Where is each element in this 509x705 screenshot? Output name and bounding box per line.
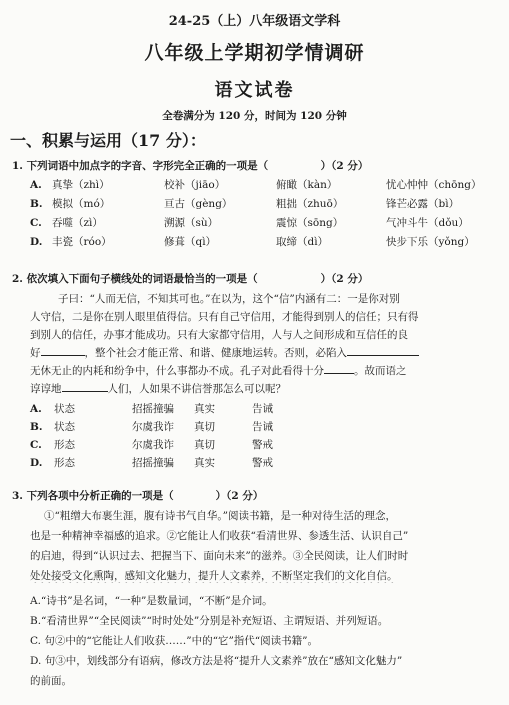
q2-passage-line: 到别人的信任，办事才能成功。只有大家都守信用，人与人之间形成和互信任的良 — [30, 329, 408, 341]
question-2-stem: 2. 依次填入下面句子横线处的词语最恰当的一项是（ ）（2 分） — [12, 273, 369, 285]
option-word: 校补（jiāo） — [164, 179, 226, 191]
question-1-stem: 1. 下列词语中加点字的字音、字形完全正确的一项是（ ）（2 分） — [12, 160, 369, 172]
q2-passage-line: 人守信，二是你在别人眼里值得信。只有自己守信用，才能得到别人的信任；只有得 — [30, 311, 419, 323]
option-word: 丰瓷（róo） — [52, 236, 112, 248]
q2-option-c — [30, 437, 312, 452]
option-word: 真挚（zhì） — [52, 179, 110, 191]
option-word: 尔虞我诈 — [132, 421, 174, 433]
option-word: 模拟（mó） — [52, 198, 111, 210]
option-word: 尔虞我诈 — [132, 439, 174, 451]
q3-passage-line: 的启迪，得到“认识过去、把握当下、面向未来”的滋养。③全民阅读，让人们时时 — [30, 550, 409, 562]
option-letter: B. — [30, 421, 43, 433]
q3-option-d: D. 句③中，划线部分有语病，修改方法是将“提升人文素养”放在“感知文化魅力” — [30, 655, 403, 667]
q1-option-d — [30, 234, 500, 249]
option-word: 快步下乐（yǒng） — [386, 236, 475, 248]
option-word: 震惊（sōng） — [276, 217, 344, 229]
option-word: 取缔（dì） — [276, 236, 329, 248]
answer-blank[interactable] — [347, 345, 419, 356]
option-word: 气冲斗牛（dǒu） — [386, 217, 469, 229]
passage-text: ，整个社会才能正常、和谐、健康地运转。否则，必陷入 — [84, 347, 347, 359]
exam-header-line: 24-25（上）八年级语文学科 — [168, 14, 341, 29]
q3-option-b: B.“看清世界”“全民阅读”“时时处处”分别是补充短语、主谓短语、并列短语。 — [30, 615, 389, 627]
option-word: 粗拙（zhuō） — [276, 198, 344, 210]
option-word: 告诫 — [252, 421, 273, 433]
exam-title: 八年级上学期初学情调研 — [144, 42, 365, 64]
option-word: 形态 — [54, 439, 75, 451]
q3-passage-line: 也是一种精神幸福感的追求。②它能让人们收获“看清世界、参透生活、认识自己” — [30, 530, 409, 542]
option-letter: A. — [30, 403, 42, 415]
option-word: 招摇撞骗 — [132, 403, 174, 415]
option-word: 告诫 — [252, 403, 273, 415]
q2-passage-line: 子曰：“人而无信，不知其可也。”在以为，这个“信”内涵有二：一是你对别 — [58, 293, 400, 305]
option-word: 真切 — [194, 421, 215, 433]
passage-text: 谆谆地 — [30, 383, 62, 395]
answer-blank[interactable] — [41, 345, 85, 356]
option-word: 忧心忡忡（chōng） — [386, 179, 482, 191]
q2-passage-line — [30, 381, 495, 396]
option-word: 警戒 — [252, 439, 273, 451]
passage-text: 无休无止的内耗和纷争中，什么事都办不成。孔子对此看得十分 — [30, 365, 324, 377]
option-word: 状态 — [54, 421, 75, 433]
q1-option-c — [30, 215, 500, 230]
option-word: 真实 — [194, 403, 215, 415]
q3-option-c: C. 句②中的“它能让人们收获……”中的“它”指代“阅读书籍”。 — [30, 635, 319, 647]
section-title: 一、积累与运用（17 分）： — [10, 131, 206, 150]
q2-passage-line — [30, 363, 495, 378]
q3-passage-line: ①“粗缯大布裹生涯，腹有诗书气自华。”阅读书籍，是一种对待生活的理念， — [44, 510, 396, 522]
option-word: 锋芒必露（bì） — [386, 198, 460, 210]
q1-option-a — [30, 177, 500, 192]
option-word: 招摇撞骗 — [132, 457, 174, 469]
option-word: 真实 — [194, 457, 215, 469]
option-letter: D. — [30, 236, 43, 248]
option-word: 真切 — [194, 439, 215, 451]
option-word: 俯瞰（kàn） — [276, 179, 338, 191]
question-3-stem: 3. 下列各项中分析正确的一项是（ ）（2 分） — [12, 490, 264, 502]
q1-option-b — [30, 196, 500, 211]
option-word: 溯源（sù） — [164, 217, 219, 229]
q3-option-d-continued: 的前面。 — [30, 675, 72, 687]
q2-option-b — [30, 419, 312, 434]
option-letter: C. — [30, 217, 42, 229]
q2-passage-line — [30, 345, 495, 360]
q3-passage-line: 处处接受文化熏陶，感知文化魅力，提升人文素养，不断坚定我们的文化自信。 — [30, 570, 398, 582]
exam-subtitle: 语文试卷 — [214, 80, 295, 101]
passage-text: 好 — [30, 347, 41, 359]
q2-option-a — [30, 401, 312, 416]
option-letter: D. — [30, 457, 43, 469]
option-word: 吞噬（zì） — [52, 217, 103, 229]
option-letter: A. — [30, 179, 42, 191]
answer-blank[interactable] — [324, 363, 354, 374]
q3-option-a: A.“诗书”是名词，“一种”是数量词，“不断”是介词。 — [30, 595, 273, 607]
passage-text: 人们，人如果不讲信誉那怎么可以呢？ — [107, 383, 286, 395]
q2-option-d — [30, 455, 312, 470]
option-letter: C. — [30, 439, 42, 451]
option-word: 警戒 — [252, 457, 273, 469]
option-word: 形态 — [54, 457, 75, 469]
option-letter: B. — [30, 198, 43, 210]
option-word: 修葺（qì） — [164, 236, 217, 248]
option-word: 亘古（gèng） — [164, 198, 233, 210]
option-word: 状态 — [54, 403, 75, 415]
answer-blank[interactable] — [62, 381, 108, 392]
passage-text: 。故而语之 — [354, 365, 407, 377]
exam-info: 全卷满分为 120 分，时间为 120 分钟 — [162, 110, 347, 122]
